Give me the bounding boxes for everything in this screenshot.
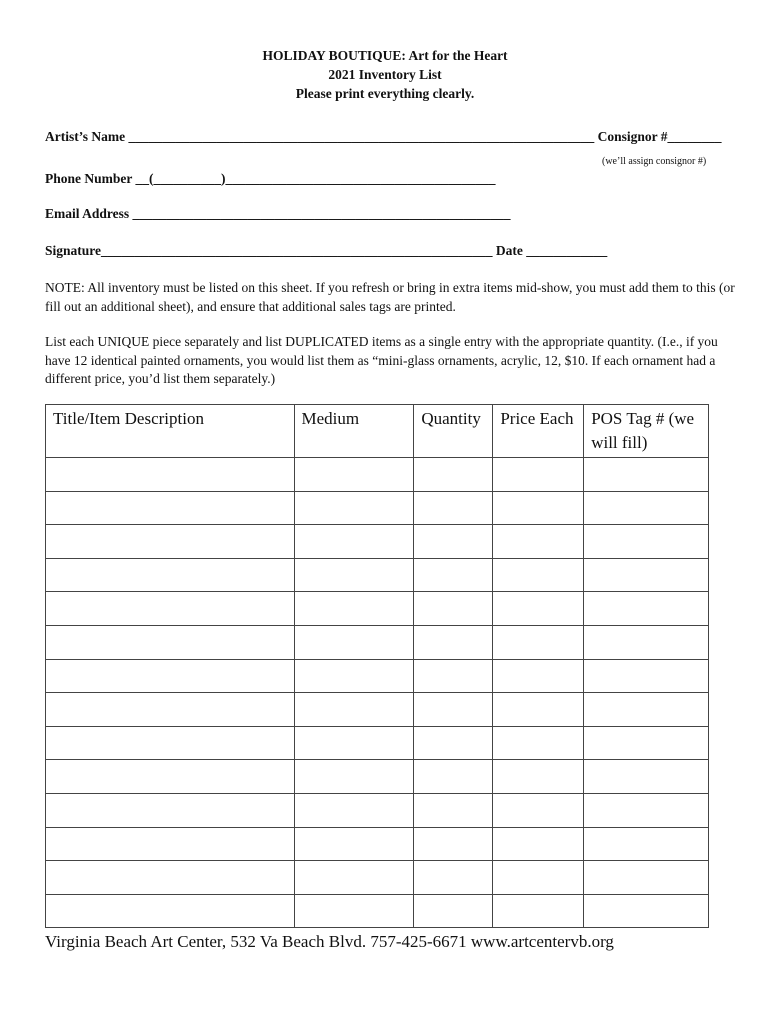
table-cell[interactable]: [493, 558, 584, 592]
table-cell[interactable]: [46, 491, 295, 525]
table-row: [46, 458, 709, 492]
table-cell[interactable]: [493, 693, 584, 727]
table-row: [46, 726, 709, 760]
table-cell[interactable]: [294, 458, 414, 492]
listing-instructions: List each UNIQUE piece separately and list DUPLICATED items as a single entry with the appropriate quantity. (I.e., if you have 12 identical painted ornaments, you would list them as “mini-glass ornaments, acrylic, 12, $10. If each ornament had a different price, you’d list them separately.): [45, 334, 718, 386]
table-cell[interactable]: [414, 760, 493, 794]
table-cell[interactable]: [46, 793, 295, 827]
table-cell[interactable]: [493, 861, 584, 895]
table-row: [46, 827, 709, 861]
table-cell[interactable]: [414, 861, 493, 895]
table-cell[interactable]: [584, 861, 709, 895]
table-cell[interactable]: [584, 693, 709, 727]
table-cell[interactable]: [414, 827, 493, 861]
table-cell[interactable]: [493, 659, 584, 693]
table-cell[interactable]: [46, 726, 295, 760]
table-row: [46, 592, 709, 626]
table-row: [46, 625, 709, 659]
table-cell[interactable]: [584, 760, 709, 794]
table-cell[interactable]: [414, 558, 493, 592]
table-cell[interactable]: [46, 894, 295, 928]
table-cell[interactable]: [294, 625, 414, 659]
inventory-table: [45, 404, 709, 928]
table-cell[interactable]: [584, 491, 709, 525]
email-address-field[interactable]: Email Address ________________________________________________________: [45, 206, 511, 221]
table-cell[interactable]: [493, 793, 584, 827]
table-cell[interactable]: [493, 726, 584, 760]
table-cell[interactable]: [414, 693, 493, 727]
inventory-note: NOTE: All inventory must be listed on this sheet. If you refresh or bring in extra items mid-show, you must add them to this (or fill out an additional sheet), and ensure that additional sales tags are printed.: [45, 280, 735, 314]
signature-date-field[interactable]: Signature__________________________________________________________ Date ____________: [45, 243, 608, 258]
table-cell[interactable]: [584, 726, 709, 760]
table-row: [46, 861, 709, 895]
column-header-title: Title/Item Description: [46, 405, 295, 458]
table-cell[interactable]: [294, 659, 414, 693]
table-cell[interactable]: [414, 458, 493, 492]
column-header-pos-tag: POS Tag # (we will fill): [584, 405, 709, 458]
table-cell[interactable]: [46, 625, 295, 659]
table-cell[interactable]: [493, 525, 584, 559]
table-row: [46, 659, 709, 693]
table-cell[interactable]: [294, 693, 414, 727]
table-cell[interactable]: [584, 659, 709, 693]
table-row: [46, 693, 709, 727]
table-cell[interactable]: [294, 726, 414, 760]
table-cell[interactable]: [584, 625, 709, 659]
table-cell[interactable]: [414, 625, 493, 659]
table-cell[interactable]: [493, 592, 584, 626]
table-cell[interactable]: [46, 458, 295, 492]
table-row: [46, 491, 709, 525]
table-cell[interactable]: [493, 760, 584, 794]
table-cell[interactable]: [46, 760, 295, 794]
phone-number-field[interactable]: Phone Number __(__________)________________________________________: [45, 171, 496, 186]
table-cell[interactable]: [294, 760, 414, 794]
table-cell[interactable]: [584, 793, 709, 827]
table-cell[interactable]: [493, 894, 584, 928]
table-row: [46, 760, 709, 794]
column-header-quantity: Quantity: [414, 405, 493, 458]
artist-name-field[interactable]: Artist’s Name _____________________________________________________________________ Consignor #________: [45, 129, 722, 144]
footer-contact: Virginia Beach Art Center, 532 Va Beach Blvd. 757-425-6671 www.artcentervb.org: [45, 932, 614, 951]
table-row: [46, 558, 709, 592]
table-cell[interactable]: [584, 458, 709, 492]
table-cell[interactable]: [294, 894, 414, 928]
table-cell[interactable]: [414, 525, 493, 559]
table-row: [46, 525, 709, 559]
table-cell[interactable]: [294, 491, 414, 525]
table-cell[interactable]: [414, 491, 493, 525]
table-cell[interactable]: [493, 827, 584, 861]
document-header: [0, 46, 770, 103]
table-cell[interactable]: [584, 592, 709, 626]
table-cell[interactable]: [493, 625, 584, 659]
header-instruction: Please print everything clearly.: [295, 86, 475, 101]
table-cell[interactable]: [584, 894, 709, 928]
table-cell[interactable]: [294, 793, 414, 827]
column-header-medium: Medium: [294, 405, 414, 458]
table-cell[interactable]: [46, 827, 295, 861]
table-row: [46, 894, 709, 928]
table-cell[interactable]: [294, 525, 414, 559]
table-cell[interactable]: [46, 861, 295, 895]
table-cell[interactable]: [46, 693, 295, 727]
header-title: HOLIDAY BOUTIQUE: Art for the Heart: [262, 48, 508, 63]
table-body: [46, 458, 709, 928]
table-cell[interactable]: [414, 592, 493, 626]
table-cell[interactable]: [493, 458, 584, 492]
table-cell[interactable]: [46, 558, 295, 592]
column-header-price: Price Each: [493, 405, 584, 458]
table-cell[interactable]: [46, 525, 295, 559]
table-header-row: [46, 405, 709, 458]
consignor-note: (we’ll assign consignor #): [602, 156, 707, 167]
table-cell[interactable]: [46, 592, 295, 626]
table-cell[interactable]: [294, 861, 414, 895]
table-cell[interactable]: [46, 659, 295, 693]
table-cell[interactable]: [294, 592, 414, 626]
table-cell[interactable]: [294, 827, 414, 861]
table-cell[interactable]: [294, 558, 414, 592]
header-subtitle: 2021 Inventory List: [328, 67, 442, 82]
table-row: [46, 793, 709, 827]
table-cell[interactable]: [493, 491, 584, 525]
table-cell[interactable]: [584, 558, 709, 592]
table-cell[interactable]: [414, 726, 493, 760]
table-cell[interactable]: [414, 659, 493, 693]
table-cell[interactable]: [584, 827, 709, 861]
table-cell[interactable]: [414, 793, 493, 827]
table-cell[interactable]: [414, 894, 493, 928]
table-cell[interactable]: [584, 525, 709, 559]
